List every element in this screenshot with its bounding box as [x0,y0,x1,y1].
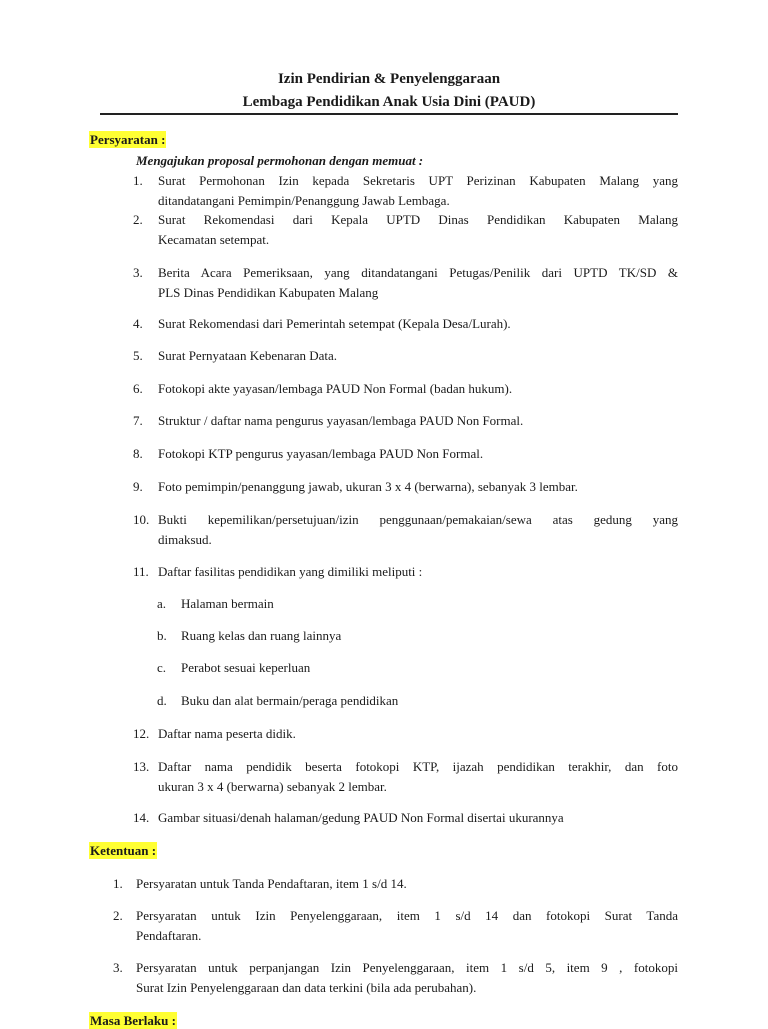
sub-list-item [157,626,677,646]
ketentuan-item-number: 3. [113,960,123,975]
document-title-line1: Izin Pendirian & Penyelenggaraan [277,71,501,87]
sub-list-item [157,594,677,614]
list-item-text: Surat Permohonan Izin kepada Sekretaris UPT Perizinan Kabupaten Malang yang [158,173,678,188]
list-item-number: 4. [133,316,143,331]
list-item-text: Bukti kepemilikan/persetujuan/izin penggunaan/pemakaian/sewa atas gedung yang [158,512,678,527]
list-item-number: 10. [133,512,150,527]
ketentuan-item-number: 1. [113,876,123,891]
masa-berlaku-heading: Masa Berlaku : [90,1013,176,1028]
ketentuan-item [113,874,678,894]
list-item-number: 9. [133,479,143,494]
ketentuan-item-text: Persyaratan untuk perpanjangan Izin Penyelenggaraan, item 1 s/d 5, item 9 , fotokopi [136,960,678,975]
list-item-text: Fotokopi KTP pengurus yayasan/lembaga PAUD Non Formal. [158,446,484,461]
ketentuan-item-number: 2. [113,908,123,923]
ketentuan-heading: Ketentuan : [90,843,157,858]
list-item-number: 8. [133,446,143,461]
ketentuan-item [113,906,678,946]
sub-list-item-letter: c. [157,660,167,675]
list-item-text: Surat Rekomendasi dari Pemerintah setempat (Kepala Desa/Lurah). [158,316,511,331]
list-item-text: Daftar nama pendidik beserta fotokopi KTP, ijazah pendidikan terakhir, dan foto [158,759,678,774]
sub-list-item-text: Ruang kelas dan ruang lainnya [181,628,342,643]
sub-list-item [157,658,677,678]
persyaratan-subheading: Mengajukan proposal permohonan dengan memuat : [136,153,424,168]
list-item [133,477,678,497]
sub-list-item-letter: d. [157,693,167,708]
sub-list-item [157,691,677,711]
list-item-text: Gambar situasi/denah halaman/gedung PAUD Non Formal disertai ukurannya [158,810,564,825]
list-item-text: Surat Rekomendasi dari Kepala UPTD Dinas Pendidikan Kabupaten Malang [158,212,678,227]
sub-list-item-letter: a. [157,596,167,611]
list-item [133,757,678,797]
sub-list-item-letter: b. [157,628,167,643]
list-item-number: 14. [133,810,150,825]
list-item-number: 2. [133,212,143,227]
sub-list-item-text: Perabot sesuai keperluan [181,660,311,675]
list-item [133,263,678,303]
list-item-text: PLS Dinas Pendidikan Kabupaten Malang [158,285,379,300]
list-item-number: 5. [133,348,143,363]
list-item [133,346,678,366]
list-item-number: 13. [133,759,150,774]
list-item-text: Kecamatan setempat. [158,232,270,247]
ketentuan-item-text: Surat Izin Penyelenggaraan dan data terkini (bila ada perubahan). [136,980,477,995]
document-title-line2: Lembaga Pendidikan Anak Usia Dini (PAUD) [242,94,536,110]
list-item-text: Foto pemimpin/penanggung jawab, ukuran 3 x 4 (berwarna), sebanyak 3 lembar. [158,479,578,494]
title-divider [100,113,678,115]
list-item-text: Struktur / daftar nama pengurus yayasan/lembaga PAUD Non Formal. [158,413,524,428]
list-item-number: 6. [133,381,143,396]
list-item-text: Berita Acara Pemeriksaan, yang ditandatangani Petugas/Penilik dari UPTD TK/SD & [158,265,678,280]
list-item-number: 12. [133,726,150,741]
sub-list-item-text: Halaman bermain [181,596,274,611]
list-item [133,411,678,431]
list-item-text: Surat Pernyataan Kebenaran Data. [158,348,338,363]
ketentuan-item [113,958,678,998]
list-item [133,379,678,399]
list-item [133,314,678,334]
list-item-text: Fotokopi akte yayasan/lembaga PAUD Non Formal (badan hukum). [158,381,513,396]
list-item [133,724,678,744]
ketentuan-item-text: Persyaratan untuk Izin Penyelenggaraan, item 1 s/d 14 dan fotokopi Surat Tanda [136,908,678,923]
ketentuan-item-text: Pendaftaran. [136,928,202,943]
list-item [133,210,678,250]
list-item-text: Daftar nama peserta didik. [158,726,296,741]
list-item [133,808,678,828]
list-item-number: 1. [133,173,143,188]
sub-list-item-text: Buku dan alat bermain/peraga pendidikan [181,693,399,708]
list-item-text: Daftar fasilitas pendidikan yang dimiliki meliputi : [158,564,423,579]
ketentuan-item-text: Persyaratan untuk Tanda Pendaftaran, item 1 s/d 14. [136,876,407,891]
list-item-number: 3. [133,265,143,280]
persyaratan-heading: Persyaratan : [90,132,166,147]
list-item [133,444,678,464]
list-item-text: dimaksud. [158,532,212,547]
list-item-text: ukuran 3 x 4 (berwarna) sebanyak 2 lembar. [158,779,387,794]
list-item-number: 11. [133,564,149,579]
list-item [133,562,678,582]
list-item [133,171,678,211]
list-item [133,510,678,550]
list-item-number: 7. [133,413,143,428]
list-item-text: ditandatangani Pemimpin/Penanggung Jawab Lembaga. [158,193,450,208]
